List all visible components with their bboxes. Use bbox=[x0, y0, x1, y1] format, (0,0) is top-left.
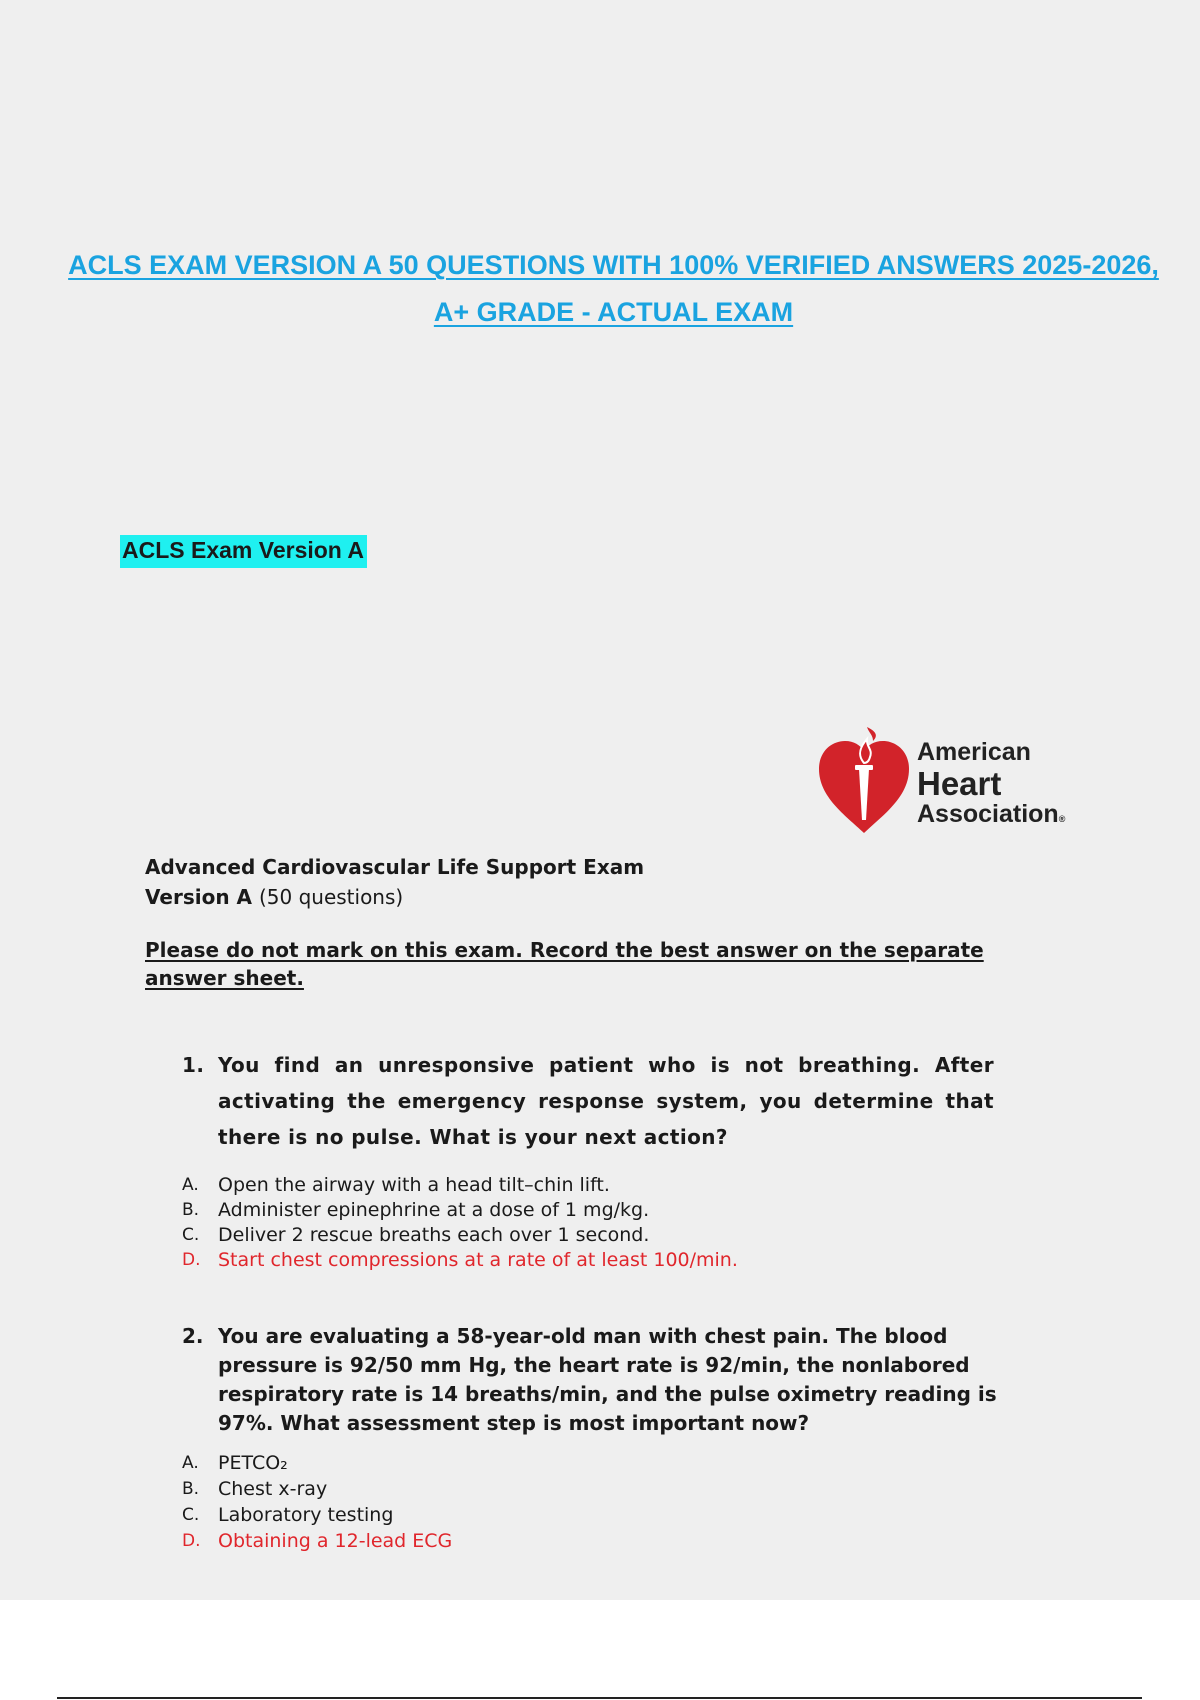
option-letter: B. bbox=[182, 1479, 200, 1499]
registered-mark: ® bbox=[1058, 814, 1066, 824]
option-letter: D. bbox=[182, 1531, 201, 1551]
question-number: 1. bbox=[182, 1053, 205, 1077]
option-text: Start chest compressions at a rate of at least 100/min. bbox=[218, 1249, 738, 1271]
option-text: Administer epinephrine at a dose of 1 mg/kg. bbox=[218, 1199, 650, 1221]
option-letter: A. bbox=[182, 1453, 199, 1473]
option-text: Chest x-ray bbox=[218, 1478, 328, 1500]
option-text: PETCO₂ bbox=[218, 1452, 288, 1474]
answer-option-correct bbox=[182, 1528, 982, 1554]
answer-option bbox=[182, 1222, 982, 1247]
aha-wordmark-line-1: American bbox=[917, 738, 1031, 766]
answer-option bbox=[182, 1172, 982, 1197]
heart-torch-icon bbox=[815, 725, 913, 835]
exam-version-line bbox=[145, 882, 644, 912]
exam-version-label: Version A bbox=[145, 885, 252, 909]
answer-option bbox=[182, 1476, 982, 1502]
option-text: Obtaining a 12-lead ECG bbox=[218, 1530, 453, 1552]
american-heart-association-logo bbox=[815, 725, 1090, 835]
document-title: ACLS EXAM VERSION A 50 QUESTIONS WITH 100% VERIFIED ANSWERS 2025-2026, A+ GRADE - ACTUAL EXAM bbox=[68, 250, 1159, 327]
option-text: Deliver 2 rescue breaths each over 1 second. bbox=[218, 1224, 650, 1246]
option-letter: B. bbox=[182, 1200, 200, 1220]
question-number: 2. bbox=[182, 1324, 204, 1348]
answer-option-correct bbox=[182, 1247, 982, 1272]
exam-instructions: Please do not mark on this exam. Record the best answer on the separate answer sheet. bbox=[145, 938, 984, 990]
answer-option bbox=[182, 1450, 982, 1476]
question-2 bbox=[182, 1322, 1032, 1438]
option-letter: C. bbox=[182, 1505, 200, 1525]
aha-wordmark-line-3 bbox=[917, 799, 1065, 835]
exam-question-count: (50 questions) bbox=[258, 885, 404, 909]
option-text: Laboratory testing bbox=[218, 1504, 394, 1526]
question-1-options bbox=[182, 1172, 982, 1272]
exam-heading bbox=[145, 852, 644, 912]
aha-wordmark-association: Association bbox=[917, 800, 1059, 828]
footer-divider bbox=[57, 1697, 1142, 1699]
answer-option bbox=[182, 1502, 982, 1528]
question-2-options bbox=[182, 1450, 982, 1554]
question-1 bbox=[182, 1047, 994, 1155]
answer-option bbox=[182, 1197, 982, 1222]
exam-name: Advanced Cardiovascular Life Support Exam bbox=[145, 855, 645, 879]
option-letter: D. bbox=[182, 1250, 201, 1270]
option-letter: A. bbox=[182, 1175, 199, 1195]
version-highlight-label: ACLS Exam Version A bbox=[120, 535, 367, 568]
question-text: You find an unresponsive patient who is not breathing. After activating the emergency response system, you determine that there is no pulse. What is your next action? bbox=[218, 1053, 994, 1149]
option-text: Open the airway with a head tilt–chin lift. bbox=[218, 1174, 610, 1196]
option-letter: C. bbox=[182, 1225, 200, 1245]
question-text: You are evaluating a 58-year-old man with chest pain. The blood pressure is 92/50 mm Hg, the heart rate is 92/min, the nonlabored respiratory rate is 14 breaths/min, and the pulse oximetry reading is 97%. What assessment step is most important now? bbox=[218, 1324, 997, 1435]
aha-wordmark-line-2: Heart bbox=[917, 765, 1002, 802]
aha-logo-wordmark bbox=[917, 737, 1065, 835]
